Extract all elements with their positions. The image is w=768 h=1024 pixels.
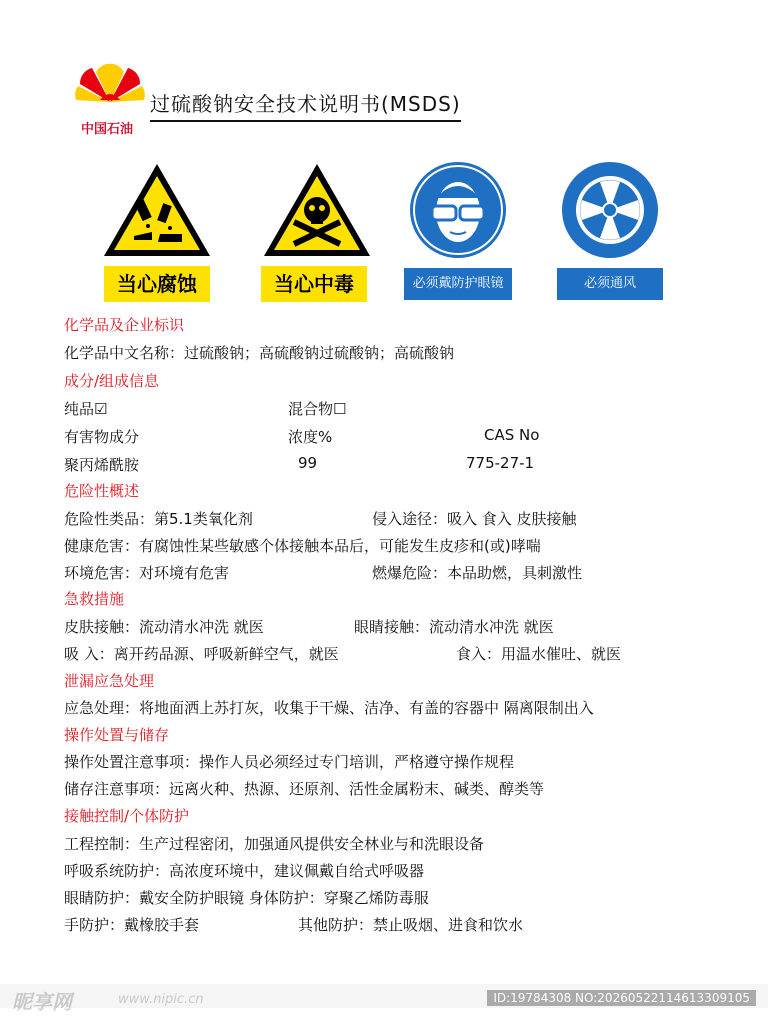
exposure-route: 侵入途径：吸入 食入 皮肤接触 [372,510,577,528]
corrosion-sign [100,160,214,260]
respiratory-protection: 呼吸系统防护：高浓度环境中，建议佩戴自给式呼吸器 [64,862,425,880]
mixture-checkbox-label: 混合物☐ [288,400,347,418]
engineering-control: 工程控制：生产过程密闭，加强通风提供安全林业与和洗眼设备 [64,835,485,853]
goggles-mandatory-icon [408,160,508,260]
first-aid-ingestion: 食入：用温水催吐、就医 [456,645,622,663]
spill-response: 应急处理：将地面洒上苏打灰，收集于干燥、洁净、有盖的容器中 隔离限制出入 [64,699,594,717]
company-name: 中国石油 [80,122,133,137]
eye-body-protection: 眼睛防护：戴安全防护眼镜 身体防护：穿聚乙烯防毒服 [64,889,429,907]
poison-sign [260,160,374,260]
storage-precautions: 储存注意事项：远离火种、热源、还原剂、活性金属粉末、碱类、醇类等 [64,780,545,798]
first-aid-skin: 皮肤接触：流动清水冲洗 就医 [64,618,264,636]
poison-warning-icon [260,160,374,260]
watermark-url: www.nipic.cn [118,992,204,1007]
handling-precautions: 操作处置注意事项：操作人员必须经过专门培训，严格遵守操作规程 [64,753,515,771]
composition-col-component: 有害物成分 [64,428,140,446]
first-aid-inhalation: 吸 入：离开药品源、呼吸新鲜空气，就医 [64,645,339,663]
ventilation-mandatory-icon [560,160,660,260]
environment-hazard: 环境危害：对环境有危害 [64,564,230,582]
section-heading-identification: 化学品及企业标识 [64,316,185,334]
health-hazard: 健康危害：有腐蚀性某些敏感个体接触本品后，可能发生皮疹和(或)哮喘 [64,537,541,555]
corrosion-warning-icon [100,160,214,260]
section-heading-handling: 操作处置与储存 [64,726,170,744]
watermark-id: ID:19784308 NO:20260522114613309105 [487,990,756,1006]
component-name: 聚丙烯酰胺 [64,456,140,474]
goggles-sign-label: 必须戴防护眼镜 [404,268,512,300]
component-cas: 775-27-1 [466,454,535,472]
fire-hazard: 燃爆危险：本品助燃，具刺激性 [372,564,583,582]
corrosion-sign-label: 当心腐蚀 [104,266,210,302]
section-heading-first-aid: 急救措施 [64,590,125,608]
ventilation-sign [560,160,660,260]
pure-checkbox-label: 纯品☑ [64,400,108,418]
watermark-brand: 昵享网 [12,990,72,1014]
ventilation-sign-label: 必须通风 [557,268,663,300]
chemical-name: 化学品中文名称：过硫酸钠；高硫酸钠过硫酸钠；高硫酸钠 [64,344,455,362]
page-title: 过硫酸钠安全技术说明书(MSDS) [150,88,461,122]
goggles-sign [408,160,508,260]
hazard-class: 危险性类品：第5.1类氧化剂 [64,510,253,528]
component-concentration: 99 [298,454,318,472]
other-protection: 其他防护：禁止吸烟、进食和饮水 [298,916,524,934]
section-heading-hazard: 危险性概述 [64,482,140,500]
poison-sign-label: 当心中毒 [261,266,367,302]
section-heading-exposure-control: 接触控制/个体防护 [64,807,190,825]
section-heading-composition: 成分/组成信息 [64,372,160,390]
composition-col-concentration: 浓度% [288,428,333,446]
section-heading-spill: 泄漏应急处理 [64,672,155,690]
hand-protection: 手防护：戴橡胶手套 [64,916,200,934]
first-aid-eye: 眼睛接触：流动清水冲洗 就医 [354,618,554,636]
composition-col-cas: CAS No [484,426,540,444]
